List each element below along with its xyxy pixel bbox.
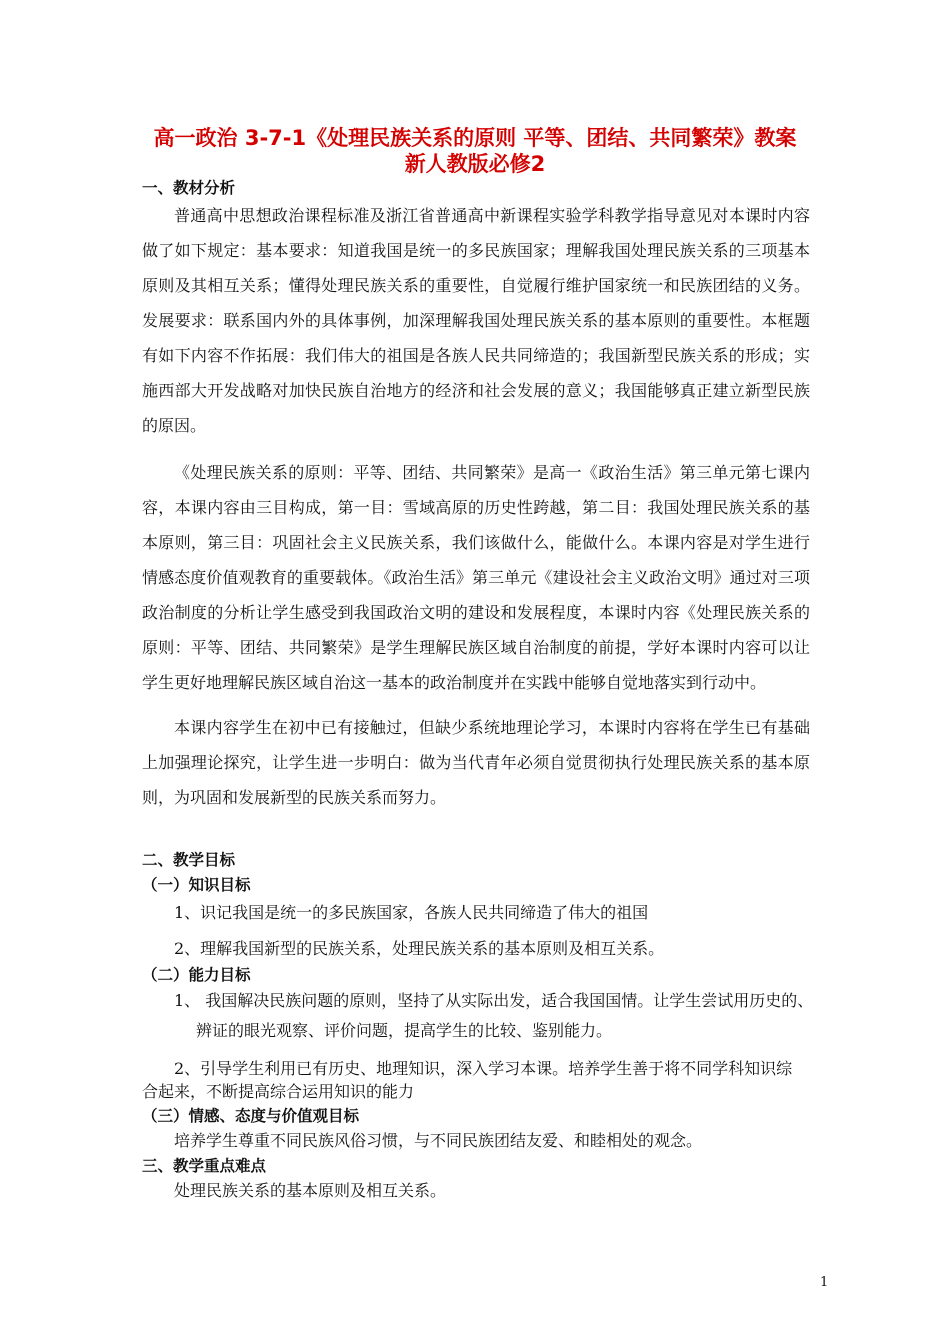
ability-objective-2-line1: 2、引导学生利用已有历史、地理知识，深入学习本课。培养学生善于将不同学科知识综 <box>174 1059 793 1078</box>
section-heading-analysis: 一、教材分析 <box>142 179 236 197</box>
subsection-heading-values: （三）情感、态度与价值观目标 <box>142 1107 360 1125</box>
document-title-line2: 新人教版必修2 <box>404 152 546 176</box>
ability-objective-1-line2: 辨证的眼光观察、评价问题，提高学生的比较、鉴别能力。 <box>196 1021 613 1040</box>
ability-objective-1-line1: 1、 我国解决民族问题的原则，坚持了从实际出发，适合我国国情。让学生尝试用历史的、 <box>174 991 814 1010</box>
document-title-line1: 高一政治 3-7-1《处理民族关系的原则 平等、团结、共同繁荣》教案 <box>153 126 797 150</box>
subsection-heading-knowledge: （一）知识目标 <box>142 876 251 894</box>
analysis-paragraph-2: 《处理民族关系的原则：平等、团结、共同繁荣》是高一《政治生活》第三单元第七课内容，本课内容由三目构成，第一目：雪域高原的历史性跨越，第二目：我国处理民族关系的基本原则，第三目：巩固社会主义民族关系，我们该做什么，能做什么。本课内容是对学生进行情感态度价值观教育的重要载体。《政治生活》第三单元《建设社会主义政治文明》通过对三项政治制度的分析让学生感受到我国政治文明的建设和发展程度，本课时内容《处理民族关系的原则：平等、团结、共同繁荣》是学生理解民族区域自治制度的前提，学好本课时内容可以让学生更好地理解民族区域自治这一基本的政治制度并在实践中能够自觉地落实到行动中。 <box>142 463 810 692</box>
subsection-heading-ability: （二）能力目标 <box>142 966 251 984</box>
knowledge-objective-2: 2、理解我国新型的民族关系，处理民族关系的基本原则及相互关系。 <box>174 939 665 958</box>
ability-objective-2-line2: 合起来，不断提高综合运用知识的能力 <box>142 1082 415 1101</box>
page-number: 1 <box>820 1275 829 1290</box>
analysis-paragraph-3: 本课内容学生在初中已有接触过，但缺少系统地理论学习，本课时内容将在学生已有基础上加强理论探究，让学生进一步明白：做为当代青年必须自觉贯彻执行处理民族关系的基本原则，为巩固和发展新型的民族关系而努力。 <box>142 718 810 807</box>
section-heading-key-points: 三、教学重点难点 <box>142 1157 267 1175</box>
analysis-paragraph-1: 普通高中思想政治课程标准及浙江省普通高中新课程实验学科教学指导意见对本课时内容做了如下规定：基本要求：知道我国是统一的多民族国家；理解我国处理民族关系的三项基本原则及其相互关系；懂得处理民族关系的重要性，自觉履行维护国家统一和民族团结的义务。发展要求：联系国内外的具体事例，加深理解我国处理民族关系的基本原则的重要性。本框题有如下内容不作拓展：我们伟大的祖国是各族人民共同缔造的；我国新型民族关系的形成；实施西部大开发战略对加快民族自治地方的经济和社会发展的意义；我国能够真正建立新型民族的原因。 <box>142 206 810 435</box>
section-heading-objectives: 二、教学目标 <box>142 851 236 869</box>
knowledge-objective-1: 1、识记我国是统一的多民族国家，各族人民共同缔造了伟大的祖国 <box>174 903 649 922</box>
values-objective-1: 培养学生尊重不同民族风俗习惯，与不同民族团结友爱、和睦相处的观念。 <box>174 1131 703 1150</box>
key-points-item: 处理民族关系的基本原则及相互关系。 <box>174 1181 447 1200</box>
